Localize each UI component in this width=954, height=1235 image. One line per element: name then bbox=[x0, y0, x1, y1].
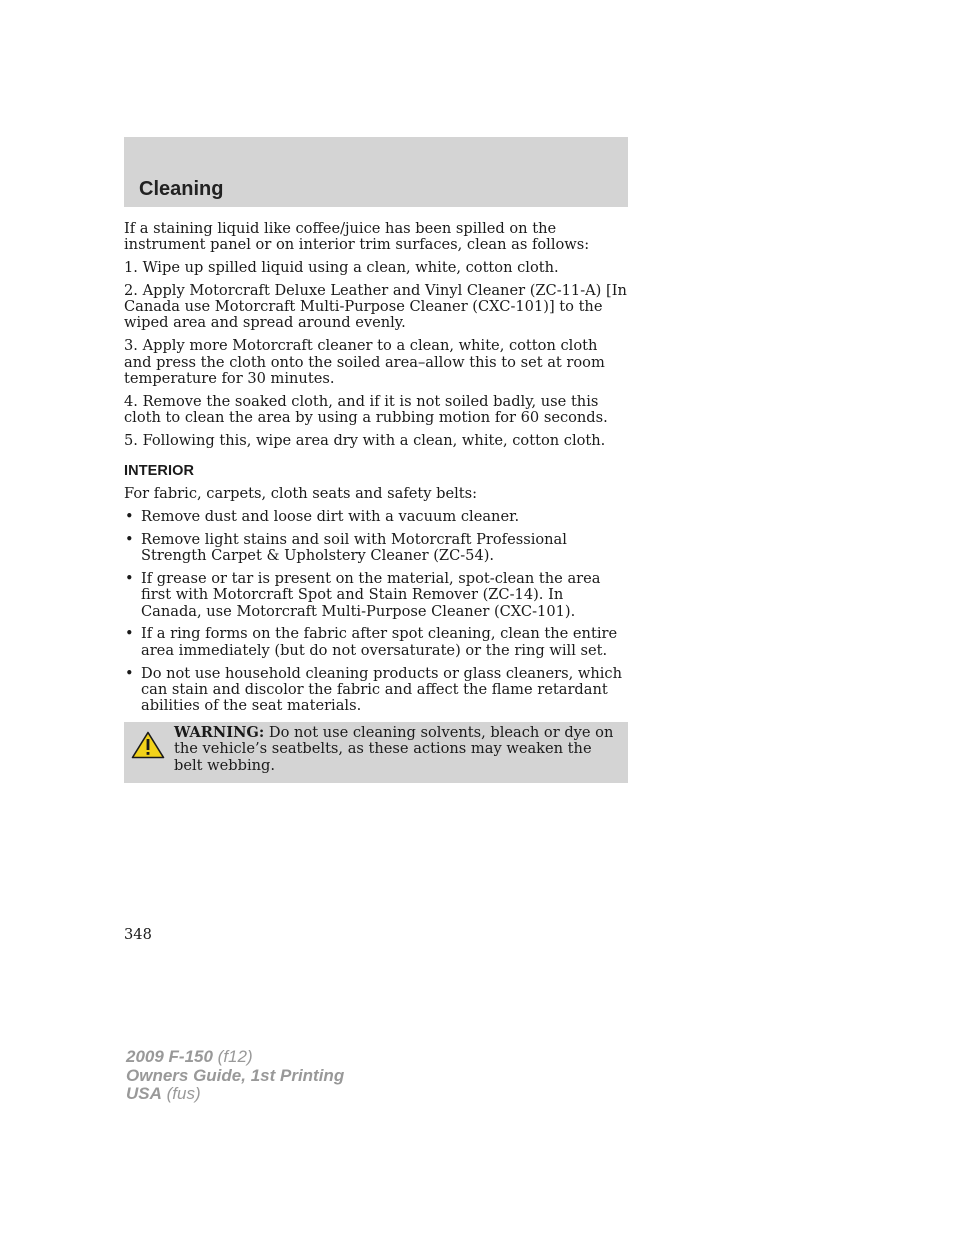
list-item-text: If a ring forms on the fabric after spot cleaning, clean the entire area immediately (but do not oversaturate) or the ring will set. bbox=[141, 625, 618, 659]
footer-line-guide bbox=[126, 1067, 344, 1086]
section-header-band bbox=[124, 137, 628, 207]
footer-market: USA bbox=[126, 1084, 162, 1103]
bullet-icon: • bbox=[125, 508, 134, 526]
step-2: 2. Apply Motorcraft Deluxe Leather and Vinyl Cleaner (ZC-11-A) [In Canada use Motorcraft Multi-Purpose Cleaner (CXC-101)] to the wiped area and spread around evenly. bbox=[124, 281, 627, 332]
warning-triangle-icon bbox=[131, 731, 165, 759]
page-number: 348 bbox=[124, 926, 152, 943]
list-item bbox=[124, 626, 628, 659]
list-item bbox=[124, 532, 628, 565]
list-item-text: If grease or tar is present on the material, spot-clean the area first with Motorcraft Spot and Stain Remover (ZC-14). In Canada, use Motorcraft Multi-Purpose Cleaner (CXC-101). bbox=[141, 570, 601, 620]
warning-text: Do not use cleaning solvents, bleach or dye on the vehicle’s seatbelts, as these actions may weaken the belt webbing. bbox=[174, 724, 614, 774]
page-title: Cleaning bbox=[139, 178, 224, 200]
footer-market-code: (fus) bbox=[161, 1084, 201, 1103]
step-1: 1. Wipe up spilled liquid using a clean, white, cotton cloth. bbox=[124, 259, 559, 277]
footer-line-market bbox=[126, 1085, 344, 1104]
interior-heading: INTERIOR bbox=[124, 463, 195, 480]
list-item-text: Do not use household cleaning products or glass cleaners, which can stain and discolor the fabric and affect the flame retardant abilities of the seat materials. bbox=[141, 664, 622, 715]
warning-label: WARNING: bbox=[174, 724, 265, 741]
bullet-icon: • bbox=[125, 530, 134, 548]
step-3: 3. Apply more Motorcraft cleaner to a clean, white, cotton cloth and press the cloth onto the soiled area–allow this to set at room temperature for 30 minutes. bbox=[124, 337, 605, 387]
step-4: 4. Remove the soaked cloth, and if it is not soiled badly, use this cloth to clean the area by using a rubbing motion for 60 seconds. bbox=[124, 392, 608, 426]
bullet-icon: • bbox=[125, 664, 134, 682]
interior-intro: For fabric, carpets, cloth seats and safety belts: bbox=[124, 485, 478, 503]
bullet-icon: • bbox=[125, 570, 134, 588]
list-item-text: Remove dust and loose dirt with a vacuum cleaner. bbox=[141, 508, 520, 526]
list-item bbox=[124, 571, 628, 620]
footer-model: 2009 F-150 bbox=[126, 1047, 213, 1066]
interior-bullet-list bbox=[124, 509, 628, 714]
footer-model-code: (f12) bbox=[212, 1047, 253, 1066]
intro-paragraph: If a staining liquid like coffee/juice has been spilled on the instrument panel or on interior trim surfaces, clean as follows: bbox=[124, 220, 590, 254]
list-item bbox=[124, 666, 628, 715]
footer-guide: Owners Guide, 1st Printing bbox=[126, 1065, 345, 1085]
list-item-text: Remove light stains and soil with Motorcraft Professional Strength Carpet & Upholstery Cleaner (ZC-54). bbox=[141, 530, 567, 565]
step-5: 5. Following this, wipe area dry with a clean, white, cotton cloth. bbox=[124, 431, 606, 449]
footer-line-model bbox=[126, 1048, 344, 1067]
main-content bbox=[124, 221, 628, 721]
bullet-icon: • bbox=[125, 625, 134, 643]
document-footer bbox=[126, 1048, 344, 1104]
warning-box bbox=[124, 722, 628, 783]
list-item bbox=[124, 509, 628, 525]
